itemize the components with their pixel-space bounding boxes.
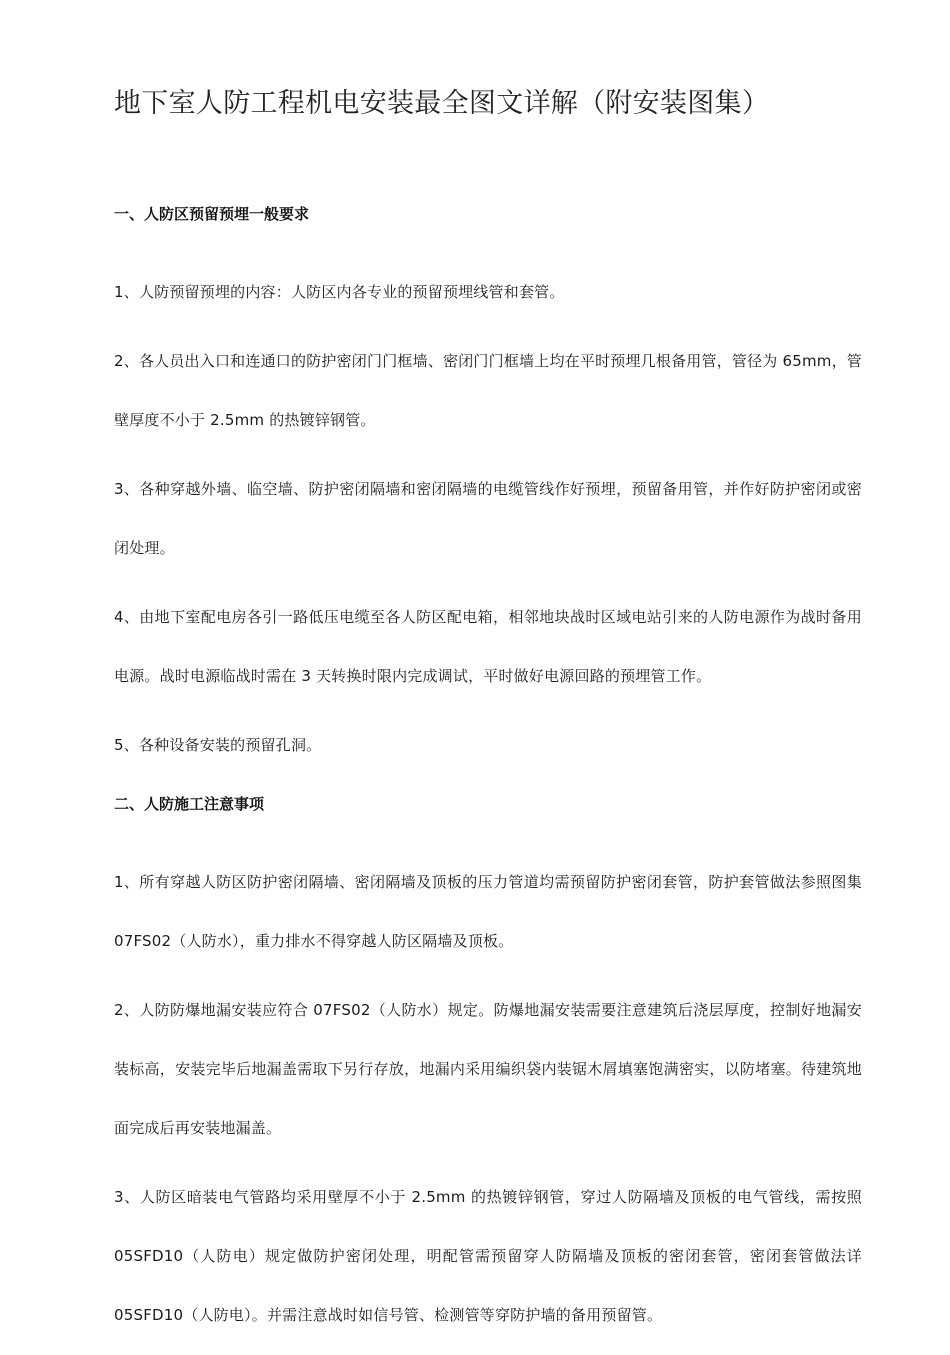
paragraph: 3、人防区暗装电气管路均采用壁厚不小于 2.5mm 的热镀锌钢管，穿过人防隔墙及顶板的电气管线，需按照 05SFD10（人防电）规定做防护密闭处理，明配管需预留穿人防隔墙及顶板的密闭套管，密闭套管做法详 05SFD10（人防电）。并需注意战时如信号管、检测管等穿防护墙的备用预留管。 (114, 1188, 862, 1324)
paragraph: 2、人防防爆地漏安装应符合 07FS02（人防水）规定。防爆地漏安装需要注意建筑后浇层厚度，控制好地漏安装标高，安装完毕后地漏盖需取下另行存放，地漏内采用编织袋内装锯木屑填塞饱满密实，以防堵塞。待建筑地面完成后再安装地漏盖。 (114, 1001, 862, 1137)
document-body (114, 195, 862, 1355)
section-heading: 二、人防施工注意事项 (114, 795, 265, 813)
document-title: 地下室人防工程机电安装最全图文详解（附安装图集） (114, 88, 770, 119)
paragraph: 5、各种设备安装的预留孔洞。 (114, 736, 322, 754)
paragraph: 3、各种穿越外墙、临空墙、防护密闭隔墙和密闭隔墙的电缆管线作好预埋，预留备用管，并作好防护密闭或密闭处理。 (114, 480, 862, 557)
paragraph: 4、由地下室配电房各引一路低压电缆至各人防区配电箱，相邻地块战时区域电站引来的人防电源作为战时备用电源。战时电源临战时需在 3 天转换时限内完成调试，平时做好电源回路的预埋管工作。 (114, 608, 862, 685)
paragraph: 2、各人员出入口和连通口的防护密闭门门框墙、密闭门门框墙上均在平时预埋几根备用管，管径为 65mm，管壁厚度不小于 2.5mm 的热镀锌钢管。 (114, 352, 862, 429)
section-heading: 一、人防区预留预埋一般要求 (114, 205, 310, 223)
paragraph: 1、人防预留预埋的内容：人防区内各专业的预留预埋线管和套管。 (114, 283, 565, 301)
paragraph: 1、所有穿越人防区防护密闭隔墙、密闭隔墙及顶板的压力管道均需预留防护密闭套管，防护套管做法参照图集 07FS02（人防水），重力排水不得穿越人防区隔墙及顶板。 (114, 873, 862, 950)
